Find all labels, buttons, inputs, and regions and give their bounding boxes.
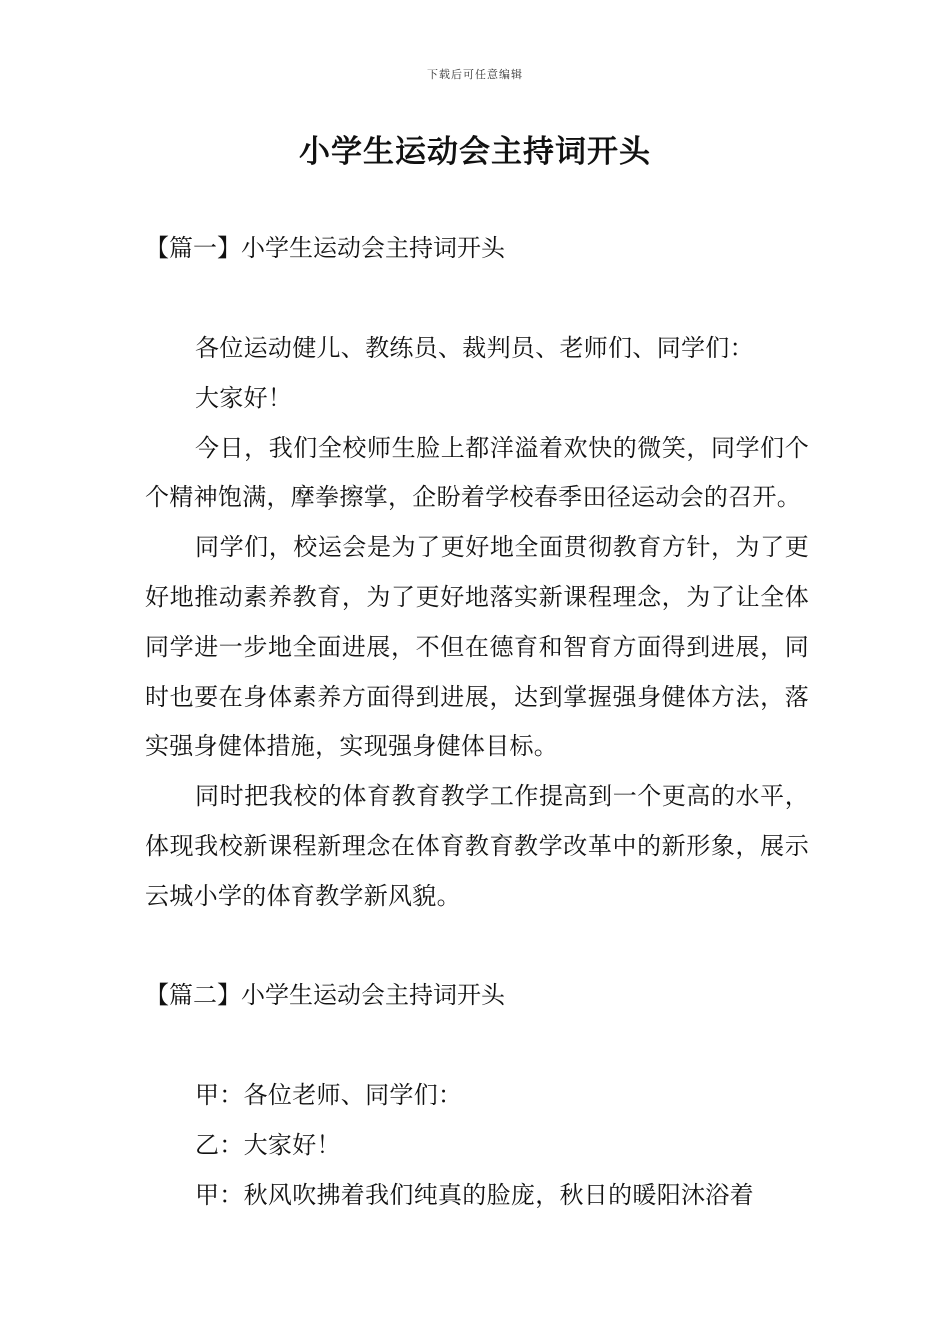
paragraph: 今日，我们全校师生脸上都洋溢着欢快的微笑，同学们个个精神饱满，摩拳擦掌，企盼着学校春季田径运动会的召开。 [145, 433, 809, 512]
header-note: 下载后可任意编辑 [427, 68, 523, 81]
paragraph: 甲：秋风吹拂着我们纯真的脸庞，秋日的暖阳沐浴着 [195, 1180, 754, 1209]
paragraph: 同时把我校的体育教育教学工作提高到一个更高的水平，体现我校新课程新理念在体育教育教学改革中的新形象，展示云城小学的体育教学新风貌。 [145, 782, 809, 910]
document-title: 小学生运动会主持词开头 [299, 134, 651, 170]
section-heading-2: 【篇二】小学生运动会主持词开头 [145, 981, 505, 1009]
paragraph: 甲：各位老师、同学们： [195, 1081, 463, 1109]
section-heading-1: 【篇一】小学生运动会主持词开头 [145, 234, 505, 262]
section-body-2 [145, 1071, 809, 1220]
paragraph: 乙：大家好！ [195, 1130, 341, 1159]
paragraph: 同学们，校运会是为了更好地全面贯彻教育方针，为了更好地推动素养教育，为了更好地落实新课程理念，为了让全体同学进一步地全面进展，不但在德育和智育方面得到进展，同时也要在身体素养方面得到进展，达到掌握强身健体方法，落实强身健体措施，实现强身健体目标。 [145, 533, 809, 761]
paragraph: 大家好！ [195, 383, 293, 412]
section-body-1 [145, 324, 809, 922]
paragraph: 各位运动健儿、教练员、裁判员、老师们、同学们： [195, 334, 754, 362]
